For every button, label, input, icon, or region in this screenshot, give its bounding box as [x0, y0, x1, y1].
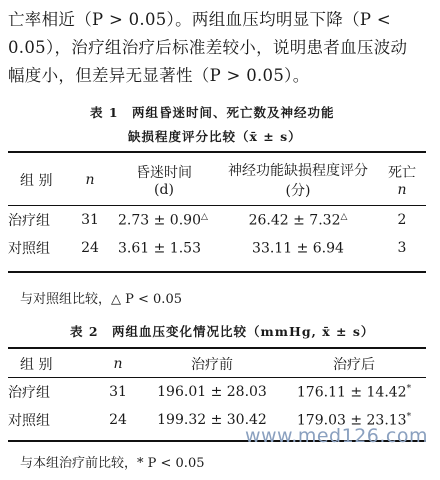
- table2-cell-before: 196.01 ± 28.03: [157, 384, 267, 400]
- table2: [8, 351, 426, 434]
- table1-cell-death: 2: [397, 212, 407, 228]
- table2-cell-n: 31: [109, 384, 127, 400]
- table1-header-score-unit: (分): [285, 182, 311, 199]
- table1-caption-line2: 缺损程度评分比较（x̄ ± s）: [128, 129, 302, 144]
- table1-header-group: 组 别: [20, 172, 53, 189]
- table1-cell-n: 31: [81, 212, 99, 228]
- table1-note: 与对照组比较，△ P < 0.05: [20, 292, 182, 307]
- table2-cell-before: 199.32 ± 30.42: [157, 412, 267, 428]
- table1-cell-score: [218, 234, 378, 262]
- table1-header-coma-unit: (d): [154, 181, 174, 198]
- table2-header-before: 治疗前: [191, 356, 233, 373]
- table2-header-group: 组 别: [20, 356, 53, 373]
- table1-caption-line1: 表 1 两组昏迷时间、死亡数及神经功能: [90, 105, 335, 120]
- table1-cell-coma: [110, 206, 218, 234]
- table2-top-rule: [8, 347, 426, 349]
- table2-cell-group: 对照组: [8, 413, 50, 429]
- table2-after-mark: *: [406, 383, 412, 394]
- table2-header-after: 治疗后: [333, 356, 375, 373]
- table1-coma-value: 3.61 ± 1.53: [118, 240, 201, 257]
- table2-cell-n: 24: [109, 412, 127, 428]
- table2-caption: 表 2 两组血压变化情况比较（mmHg, x̄ ± s）: [70, 324, 375, 339]
- table1-cell-coma: [110, 234, 218, 262]
- table1-header-coma-label: 昏迷时间: [136, 164, 192, 181]
- table1-header-row: [8, 155, 426, 205]
- table-row: [8, 378, 426, 406]
- table1-header-death: [378, 155, 426, 205]
- table1-header-death-n: n: [397, 181, 407, 198]
- table1-cell-death: 3: [397, 240, 407, 256]
- paragraph-line-3: 幅度小，但差异无显著性（P > 0.05）。: [8, 66, 310, 85]
- table-row: [8, 234, 426, 262]
- table2-note: 与本组治疗前比较，* P < 0.05: [20, 456, 205, 471]
- table2-cell-after: [282, 378, 426, 406]
- table1-header-score: [218, 155, 378, 205]
- table2-cell-group: 治疗组: [8, 385, 50, 401]
- table1-header-coma: [110, 155, 218, 205]
- table1-coma-mark: △: [200, 211, 208, 222]
- table-row: [8, 206, 426, 234]
- table1-cell-score: [218, 206, 378, 234]
- table1-header-score-label: 神经功能缺损程度评分: [228, 162, 368, 179]
- table1-score-mark: △: [340, 211, 348, 222]
- table1-cell-group: 对照组: [8, 241, 50, 257]
- table1-cell-n: 24: [81, 240, 99, 256]
- table2-header-row: [8, 351, 426, 377]
- table1-cell-group: 治疗组: [8, 213, 50, 229]
- table1-coma-value: 2.73 ± 0.90: [118, 212, 201, 229]
- table2-after-value: 179.03 ± 23.13: [296, 412, 407, 429]
- table2-after-value: 176.11 ± 14.42: [296, 384, 407, 401]
- table2-after-mark: *: [406, 411, 412, 422]
- paragraph-line-1: 亡率相近（P > 0.05）。两组血压均明显下降（P <: [8, 10, 391, 29]
- table1-header-n: n: [85, 171, 95, 188]
- paragraph-line-2: 0.05），治疗组治疗后标准差较小，说明患者血压波动: [8, 38, 408, 57]
- table2-header-n: n: [113, 355, 123, 372]
- table1-score-value: 33.11 ± 6.94: [252, 240, 344, 257]
- watermark-text: www.med126.com: [244, 425, 428, 447]
- table1-bottom-rule: [8, 271, 426, 273]
- table1-top-rule: [8, 151, 426, 153]
- table1-header-death-label: 死亡: [388, 164, 416, 181]
- table1: [8, 155, 426, 262]
- table1-score-value: 26.42 ± 7.32: [248, 212, 341, 229]
